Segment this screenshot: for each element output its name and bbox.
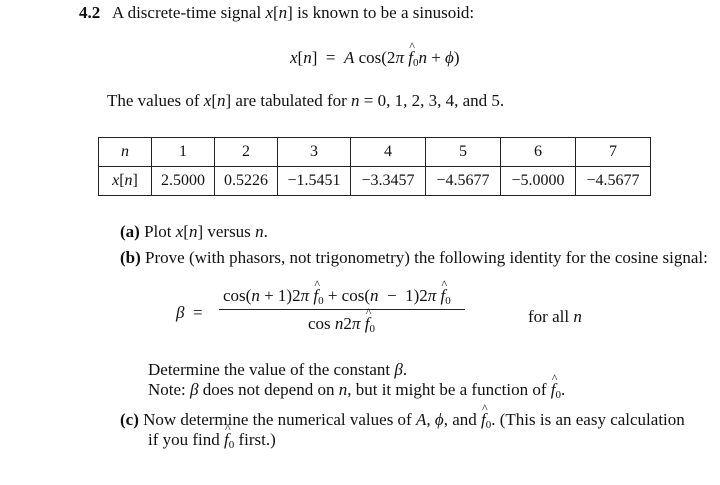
fraction-bar <box>219 309 465 310</box>
table-cell: 5 <box>426 138 501 167</box>
part-c-line2: if you find ^ $f_0$ first.) <box>148 430 276 451</box>
table-cell: 6 <box>501 138 576 167</box>
table-cell: 1 <box>152 138 215 167</box>
signal-equation: x[n] = A cos(2π ^ $f_0n + \phi$) <box>290 48 460 69</box>
table-cell: 4 <box>351 138 426 167</box>
values-table <box>98 137 651 196</box>
problem-statement: A discrete-time signal x[n] is known to be a sinusoid: <box>112 3 475 22</box>
table-cell: 3 <box>278 138 351 167</box>
b-note: Note: β does not depend on n, but it might be a function of ^ $f_0$. <box>148 380 565 401</box>
b-determine: Determine the value of the constant β. <box>148 360 408 379</box>
table-cell: −4.5677 <box>426 167 501 196</box>
table-cell: 7 <box>576 138 651 167</box>
table-cell: −1.5451 <box>278 167 351 196</box>
table-cell: −4.5677 <box>576 167 651 196</box>
part-a: (a) Plot x[n] versus n. <box>120 222 268 241</box>
table-cell: x[n] <box>99 167 152 196</box>
tabulated-text: The values of x[n] are tabulated for n = 0, 1, 2, 3, 4, and 5. <box>107 91 505 110</box>
table-cell: n <box>99 138 152 167</box>
problem-number: 4.2 <box>79 3 101 22</box>
identity-denominator: cos n2π ^ $f_0$ <box>308 314 375 335</box>
table-cell: 2.5000 <box>152 167 215 196</box>
identity-condition: for all n <box>528 307 582 326</box>
identity-numerator: cos(n + 1)2π ^ $f_0 + \cos(n - 1)2\pi$ ^ $f_0$ <box>223 286 451 307</box>
table-cell: 2 <box>215 138 278 167</box>
table-cell: 0.5226 <box>215 167 278 196</box>
table-cell: −3.3457 <box>351 167 426 196</box>
part-c: (c) Now determine the numerical values of A, ϕ, and ^ $f_0$. (This is an easy calculation <box>120 410 685 431</box>
table-row <box>99 138 651 167</box>
table-row <box>99 167 651 196</box>
identity-lhs: β = <box>176 303 203 322</box>
part-b: (b) Prove (with phasors, not trigonometry) the following identity for the cosine signal: <box>120 248 708 267</box>
table-cell: −5.0000 <box>501 167 576 196</box>
